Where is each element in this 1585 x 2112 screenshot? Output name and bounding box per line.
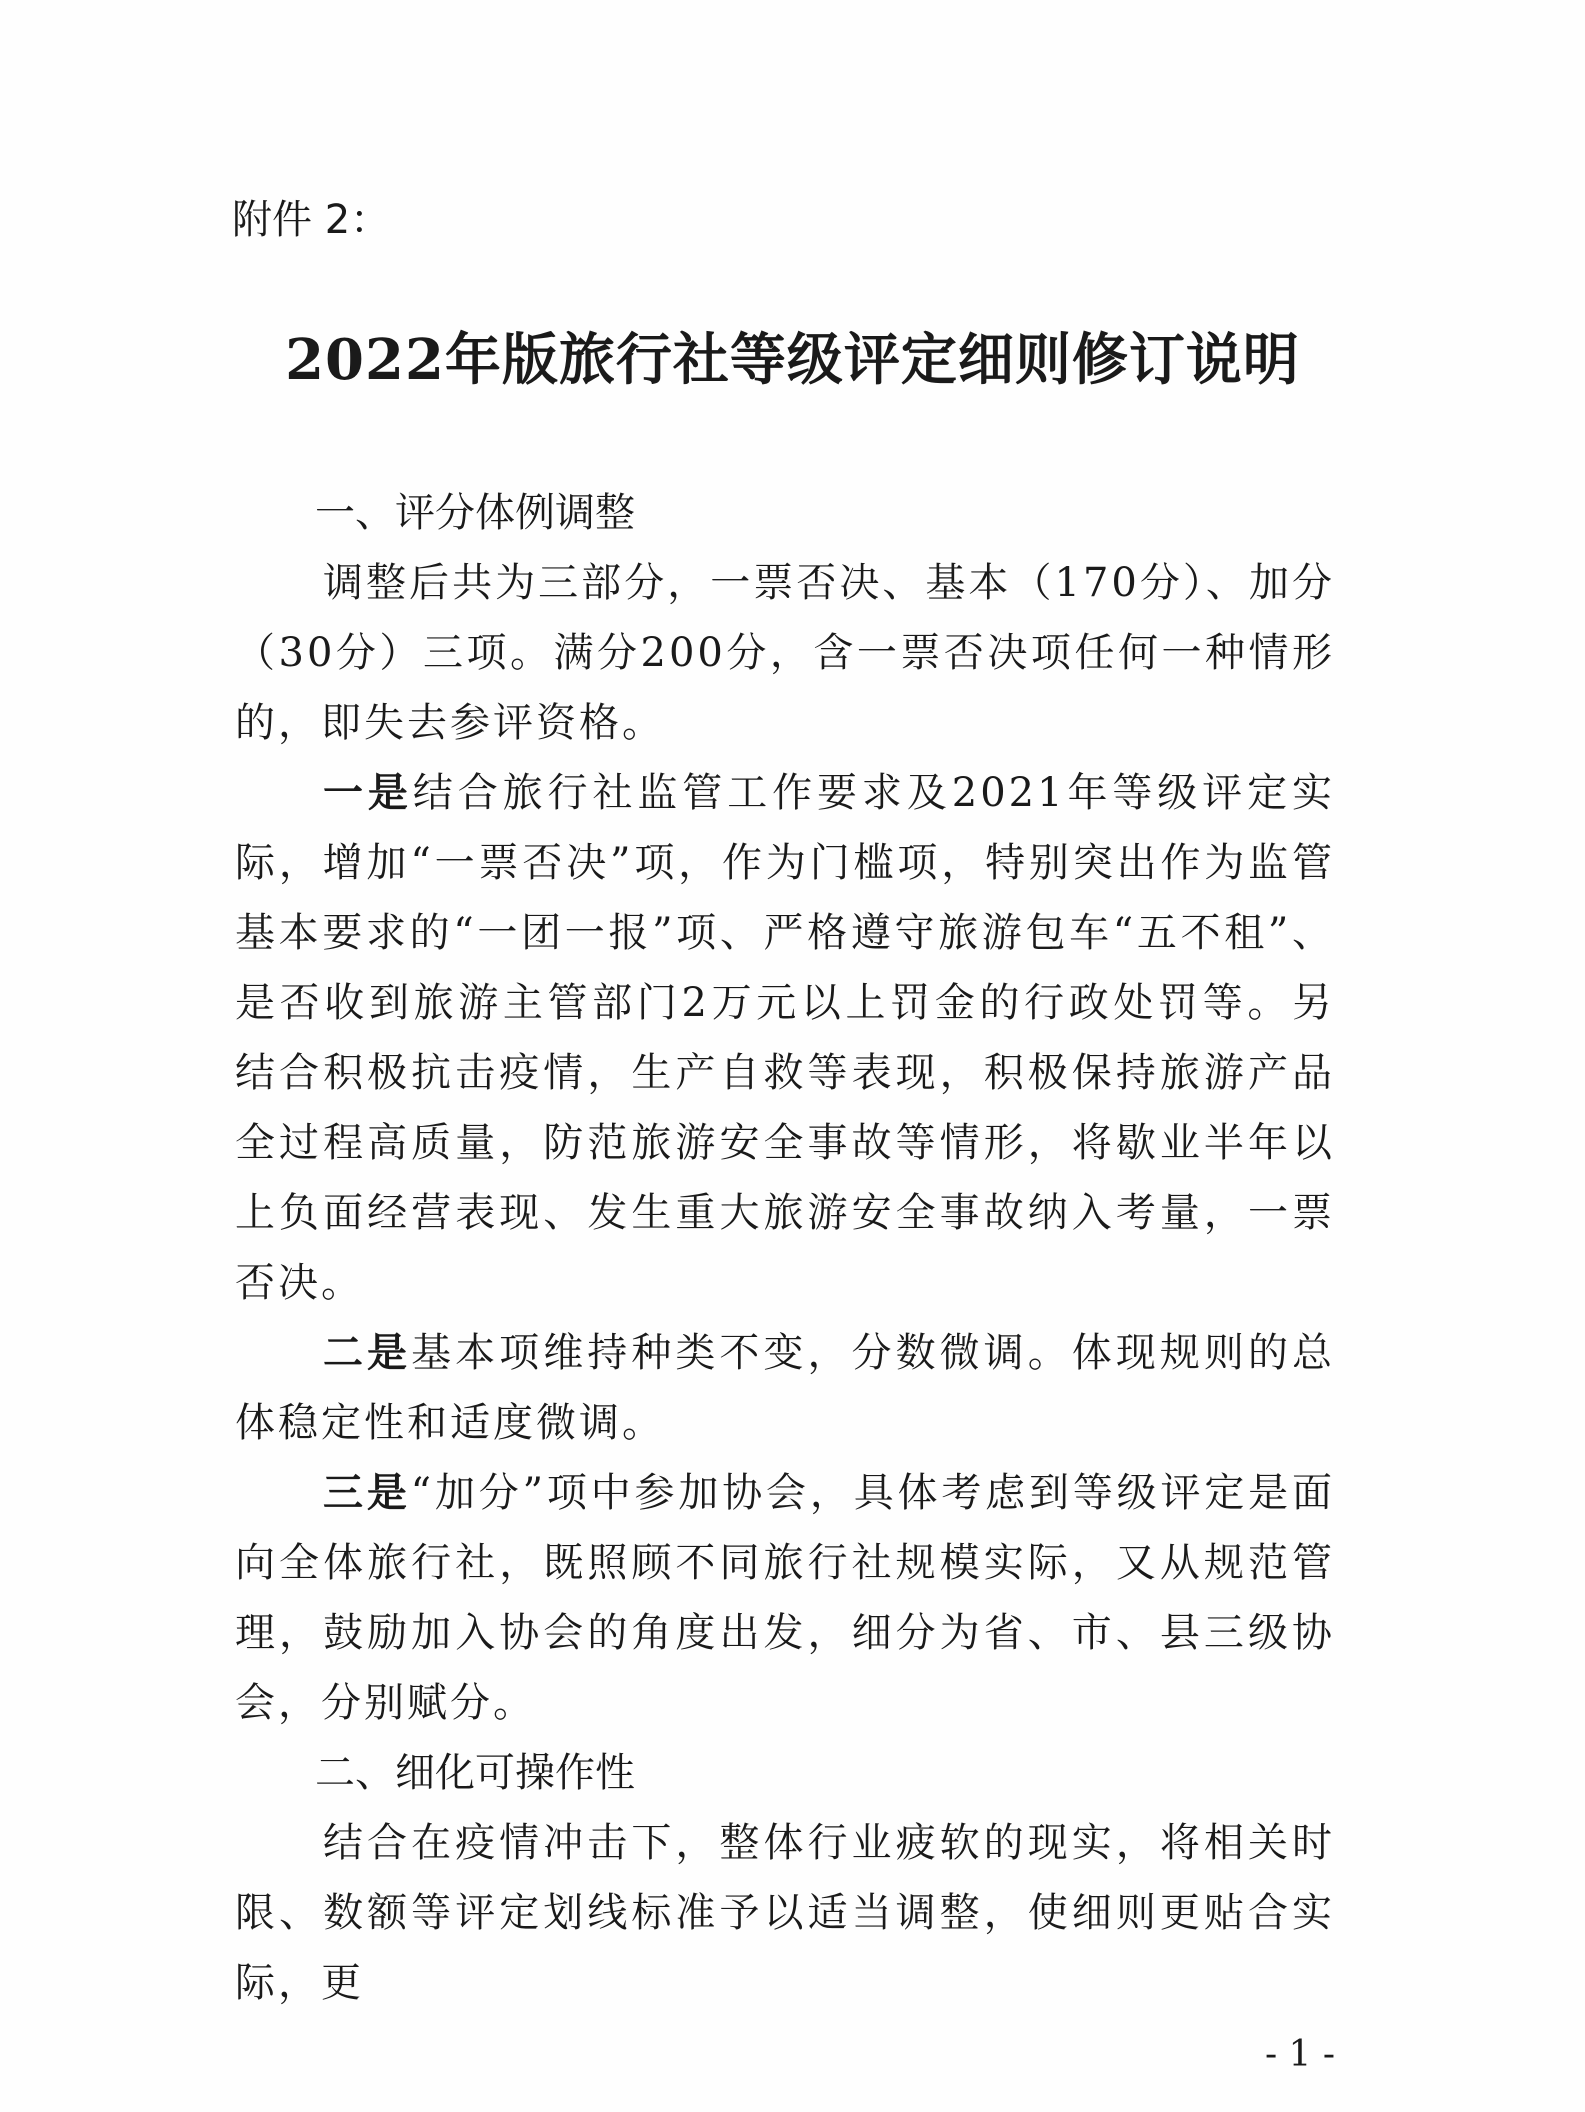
paragraph (235, 548, 1335, 758)
document-body (235, 478, 1335, 2018)
section-heading: 二、细化可操作性 (315, 1750, 635, 1796)
paragraph-text: “加分”项中参加协会，具体考虑到等级评定是面向全体旅行社，既照顾不同旅行社规模实际，又从规范管理，鼓励加入协会的角度出发，细分为省、市、县三级协会，分别赋分。 (235, 1470, 1336, 1726)
paragraph-text: 基本项维持种类不变，分数微调。体现规则的总体稳定性和适度微调。 (235, 1330, 1336, 1446)
paragraph-text: 结合在疫情冲击下，整体行业疲软的现实，将相关时限、数额等评定划线标准予以适当调整，使细则更贴合实际，更 (235, 1820, 1335, 2006)
paragraph (235, 1458, 1335, 1738)
paragraph (235, 1318, 1335, 1458)
paragraph-lead: 一是 (323, 770, 413, 816)
document-title: 2022年版旅行社等级评定细则修订说明 (285, 327, 1300, 393)
paragraph-lead: 二是 (323, 1330, 412, 1376)
paragraph (235, 1808, 1335, 2018)
attachment-label: 附件 2： (232, 197, 391, 243)
section-operability (235, 1738, 1335, 2018)
page-number: - 1 - (1264, 2034, 1336, 2075)
section-scoring-system (235, 478, 1335, 1738)
paragraph (235, 758, 1335, 1318)
paragraph-text: 调整后共为三部分，一票否决、基本（170分）、加分（30分）三项。满分200分，含一票否决项任何一种情形的，即失去参评资格。 (235, 560, 1335, 746)
paragraph-lead: 三是 (323, 1470, 411, 1516)
paragraph-text: 结合旅行社监管工作要求及2021年等级评定实际，增加“一票否决”项，作为门槛项，特别突出作为监管基本要求的“一团一报”项、严格遵守旅游包车“五不租”、是否收到旅游主管部门2万元以上罚金的行政处罚等。另结合积极抗击疫情，生产自救等表现，积极保持旅游产品全过程高质量，防范旅游安全事故等情形，将歇业半年以上负面经营表现、发生重大旅游安全事故纳入考量，一票否决。 (235, 770, 1336, 1306)
section-heading: 一、评分体例调整 (315, 490, 635, 536)
